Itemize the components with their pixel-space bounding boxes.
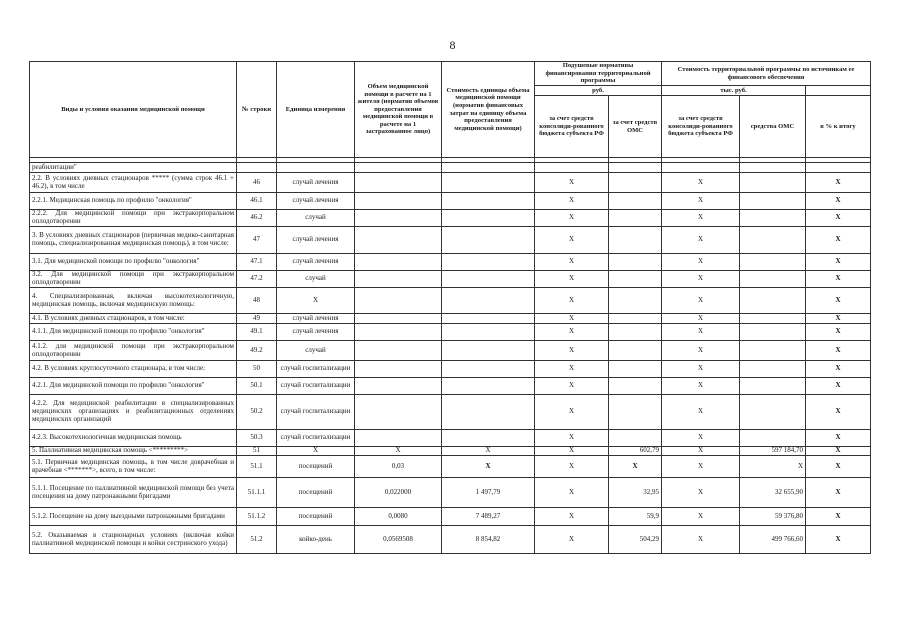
row-norm-budget: X	[535, 526, 609, 554]
row-unit: случай госпитализации	[277, 430, 355, 447]
row-cost-budget: X	[662, 456, 740, 478]
row-norm-oms: 32,95	[609, 478, 662, 508]
row-percent: X	[806, 227, 871, 254]
row-name: 4.2.2. Для медицинской реабилитации в специализированных медицинских организациях и реабилитационных отделениях медицинских организаций	[30, 395, 237, 430]
row-unit: посещений	[277, 508, 355, 526]
row-cost-budget: X	[662, 478, 740, 508]
row-percent: X	[806, 361, 871, 378]
row-line-number: 47	[237, 227, 277, 254]
row-volume	[355, 341, 442, 361]
row-line-number: 46.1	[237, 193, 277, 210]
row-cost-oms: 597 184,70	[740, 447, 806, 456]
row-norm-budget: X	[535, 271, 609, 288]
row-unit-cost	[442, 430, 535, 447]
row-norm-oms	[609, 361, 662, 378]
row-cost-oms	[740, 227, 806, 254]
row-unit: случай	[277, 341, 355, 361]
table-row	[30, 526, 871, 554]
row-volume	[355, 210, 442, 227]
row-cost-oms	[740, 271, 806, 288]
table-row	[30, 210, 871, 227]
row-unit-cost	[442, 395, 535, 430]
header-cost: Стоимость единицы объема медицинской помощи (норматив финансовых затрат на единицу объема предоставления медицинской помощи)	[442, 62, 535, 158]
row-unit-cost	[442, 210, 535, 227]
row-norm-oms	[609, 378, 662, 395]
row-norm-oms: X	[609, 456, 662, 478]
row-norm-oms: 602,79	[609, 447, 662, 456]
table-row	[30, 456, 871, 478]
row-cost-budget: X	[662, 378, 740, 395]
row-percent: X	[806, 173, 871, 193]
row-cost-budget: X	[662, 193, 740, 210]
header-kind: Виды и условия оказания медицинской помощи	[30, 62, 237, 158]
row-cost-oms	[740, 163, 806, 173]
row-norm-budget: X	[535, 314, 609, 324]
row-percent: X	[806, 526, 871, 554]
row-name: 4.2.1. Для медицинской помощи по профилю "онкология"	[30, 378, 237, 395]
row-cost-oms: 499 766,60	[740, 526, 806, 554]
row-norm-oms	[609, 314, 662, 324]
row-cost-budget: X	[662, 288, 740, 314]
row-norm-budget: X	[535, 288, 609, 314]
table-row	[30, 288, 871, 314]
row-cost-oms	[740, 210, 806, 227]
row-line-number: 46	[237, 173, 277, 193]
row-unit: случай лечения	[277, 173, 355, 193]
table-row	[30, 314, 871, 324]
row-line-number: 50.3	[237, 430, 277, 447]
row-unit: койко-день	[277, 526, 355, 554]
header-norm-group: Подушевые нормативы финансирования территориальной программы	[535, 62, 662, 86]
row-norm-budget: X	[535, 478, 609, 508]
row-norm-budget: X	[535, 341, 609, 361]
row-line-number	[237, 163, 277, 173]
table-row	[30, 227, 871, 254]
row-norm-budget	[535, 163, 609, 173]
row-name: 2.2.2. Для медицинской помощи при экстракорпоральном оплодотворении	[30, 210, 237, 227]
row-unit-cost	[442, 324, 535, 341]
row-cost-budget: X	[662, 430, 740, 447]
row-norm-budget: X	[535, 210, 609, 227]
header-unit-thousand-rub: тыс. руб.	[662, 86, 806, 96]
row-unit-cost	[442, 271, 535, 288]
row-norm-budget: X	[535, 430, 609, 447]
table-row	[30, 163, 871, 173]
row-cost-budget: X	[662, 210, 740, 227]
row-norm-oms	[609, 341, 662, 361]
row-volume	[355, 173, 442, 193]
row-unit: случай госпитализации	[277, 395, 355, 430]
header-line: № строки	[237, 62, 277, 158]
row-norm-oms	[609, 210, 662, 227]
row-line-number: 51.1.1	[237, 478, 277, 508]
row-cost-budget: X	[662, 324, 740, 341]
row-name: 4.1. В условиях дневных стационаров, в том числе:	[30, 314, 237, 324]
row-percent: X	[806, 254, 871, 271]
row-cost-budget	[662, 163, 740, 173]
row-unit-cost: 7 489,27	[442, 508, 535, 526]
row-cost-oms	[740, 193, 806, 210]
row-unit-cost	[442, 378, 535, 395]
row-line-number: 51.2	[237, 526, 277, 554]
row-line-number: 49.1	[237, 324, 277, 341]
row-norm-oms	[609, 430, 662, 447]
row-percent: X	[806, 210, 871, 227]
row-unit: X	[277, 288, 355, 314]
row-unit-cost	[442, 227, 535, 254]
row-norm-budget: X	[535, 254, 609, 271]
row-unit: случай лечения	[277, 193, 355, 210]
table-row	[30, 173, 871, 193]
row-norm-oms	[609, 324, 662, 341]
row-percent: X	[806, 193, 871, 210]
row-norm-budget: X	[535, 508, 609, 526]
row-norm-budget: X	[535, 324, 609, 341]
row-cost-oms	[740, 254, 806, 271]
row-percent: X	[806, 341, 871, 361]
row-norm-budget: X	[535, 227, 609, 254]
header-cost-oms: средства ОМС	[740, 96, 806, 158]
row-cost-budget: X	[662, 526, 740, 554]
row-volume	[355, 227, 442, 254]
row-norm-oms	[609, 288, 662, 314]
row-unit-cost	[442, 361, 535, 378]
header-unit-rub: руб.	[535, 86, 662, 96]
row-name: 4.1.1. Для медицинской помощи по профилю "онкология"	[30, 324, 237, 341]
row-unit: случай лечения	[277, 254, 355, 271]
row-norm-oms	[609, 193, 662, 210]
header-volume: Объем медицинской помощи в расчете на 1 жителя (норматив объемов предоставления медицинской помощи в расчете на 1 застрахованное лицо)	[355, 62, 442, 158]
row-line-number: 50.2	[237, 395, 277, 430]
table-row	[30, 254, 871, 271]
row-line-number: 46.2	[237, 210, 277, 227]
row-volume	[355, 430, 442, 447]
row-percent: X	[806, 478, 871, 508]
row-line-number: 47.2	[237, 271, 277, 288]
row-unit: случай лечения	[277, 324, 355, 341]
row-name: реабилитации"	[30, 163, 237, 173]
table-row	[30, 341, 871, 361]
row-line-number: 50	[237, 361, 277, 378]
header-unit: Единица измерения	[277, 62, 355, 158]
row-volume	[355, 314, 442, 324]
row-norm-oms	[609, 271, 662, 288]
row-cost-oms	[740, 314, 806, 324]
row-cost-budget: X	[662, 173, 740, 193]
table-row	[30, 430, 871, 447]
row-unit-cost: X	[442, 447, 535, 456]
row-norm-oms: 504,29	[609, 526, 662, 554]
row-cost-oms	[740, 395, 806, 430]
row-name: 4. Специализированная, включая высокотехнологичную, медицинская помощь, включая медицинскую помощь:	[30, 288, 237, 314]
row-name: 2.2. В условиях дневных стационаров ***** (сумма строк 46.1 + 46.2), в том числе	[30, 173, 237, 193]
row-line-number: 50.1	[237, 378, 277, 395]
row-line-number: 48	[237, 288, 277, 314]
row-name: 2.2.1. Медицинская помощь по профилю "онкология"	[30, 193, 237, 210]
row-volume: 0,0569508	[355, 526, 442, 554]
row-volume	[355, 193, 442, 210]
row-unit-cost: 1 497,79	[442, 478, 535, 508]
row-percent: X	[806, 271, 871, 288]
row-percent	[806, 163, 871, 173]
row-name: 5.2. Оказываемая в стационарных условиях (включая койки паллиативной медицинской помощи и койки сестринского ухода)	[30, 526, 237, 554]
table-row	[30, 193, 871, 210]
row-norm-oms: 59,9	[609, 508, 662, 526]
row-unit-cost	[442, 341, 535, 361]
row-norm-oms	[609, 173, 662, 193]
row-volume	[355, 163, 442, 173]
row-volume: X	[355, 447, 442, 456]
row-percent: X	[806, 456, 871, 478]
row-unit-cost	[442, 254, 535, 271]
row-unit: случай лечения	[277, 227, 355, 254]
row-norm-oms	[609, 227, 662, 254]
row-norm-budget: X	[535, 456, 609, 478]
header-norm-budget: за счет средств консолиди-рованного бюджета субъекта РФ	[535, 96, 609, 158]
row-name: 3. В условиях дневных стационаров (первичная медико-санитарная помощь, специализированная медицинская помощь), в том числе:	[30, 227, 237, 254]
row-percent: X	[806, 430, 871, 447]
row-unit: случай	[277, 210, 355, 227]
row-norm-oms	[609, 254, 662, 271]
row-norm-budget: X	[535, 193, 609, 210]
row-percent: X	[806, 324, 871, 341]
row-line-number: 51.1	[237, 456, 277, 478]
table-row	[30, 378, 871, 395]
row-norm-budget: X	[535, 361, 609, 378]
row-unit-cost: X	[442, 456, 535, 478]
row-name: 4.1.2. для медицинской помощи при экстракорпоральном оплодотворении	[30, 341, 237, 361]
row-percent: X	[806, 314, 871, 324]
row-cost-oms	[740, 288, 806, 314]
table-row	[30, 447, 871, 456]
row-cost-oms	[740, 361, 806, 378]
row-unit: посещений	[277, 478, 355, 508]
row-percent: X	[806, 447, 871, 456]
table-row	[30, 271, 871, 288]
row-cost-oms: X	[740, 456, 806, 478]
row-cost-oms	[740, 378, 806, 395]
row-percent: X	[806, 395, 871, 430]
row-unit: случай	[277, 271, 355, 288]
row-unit-cost	[442, 173, 535, 193]
table-row	[30, 478, 871, 508]
row-name: 3.1. Для медицинской помощи по профилю "онкология"	[30, 254, 237, 271]
row-unit: X	[277, 447, 355, 456]
row-volume: 0,022000	[355, 478, 442, 508]
row-cost-budget: X	[662, 395, 740, 430]
row-percent: X	[806, 288, 871, 314]
row-cost-budget: X	[662, 271, 740, 288]
row-norm-budget: X	[535, 447, 609, 456]
row-cost-budget: X	[662, 254, 740, 271]
row-norm-budget: X	[535, 173, 609, 193]
row-volume	[355, 271, 442, 288]
header-percent-blank	[806, 86, 871, 96]
page-number: 8	[449, 38, 456, 52]
row-norm-budget: X	[535, 395, 609, 430]
row-cost-budget: X	[662, 227, 740, 254]
row-percent: X	[806, 508, 871, 526]
row-cost-budget: X	[662, 341, 740, 361]
row-cost-oms	[740, 173, 806, 193]
row-name: 5.1.1. Посещение по паллиативной медицинской помощи без учета посещения на дому патронажными бригадами	[30, 478, 237, 508]
row-unit-cost: 8 854,82	[442, 526, 535, 554]
row-name: 5.1. Первичная медицинская помощь, в том числе доврачебная и врачебная <*******>, всего, в том числе:	[30, 456, 237, 478]
row-unit: случай лечения	[277, 314, 355, 324]
table-row	[30, 508, 871, 526]
row-line-number: 47.1	[237, 254, 277, 271]
row-cost-oms: 32 655,90	[740, 478, 806, 508]
row-unit-cost	[442, 314, 535, 324]
row-cost-oms	[740, 324, 806, 341]
row-name: 3.2. Для медицинской помощи при экстракорпоральном оплодотворении	[30, 271, 237, 288]
row-volume: 0,0080	[355, 508, 442, 526]
row-line-number: 51	[237, 447, 277, 456]
row-cost-budget: X	[662, 447, 740, 456]
row-percent: X	[806, 378, 871, 395]
row-norm-oms	[609, 395, 662, 430]
row-cost-oms	[740, 341, 806, 361]
table-row	[30, 395, 871, 430]
row-line-number: 49.2	[237, 341, 277, 361]
row-volume: 0,03	[355, 456, 442, 478]
row-line-number: 49	[237, 314, 277, 324]
row-volume	[355, 288, 442, 314]
row-unit: случай госпитализации	[277, 361, 355, 378]
row-unit	[277, 163, 355, 173]
row-cost-oms	[740, 430, 806, 447]
row-volume	[355, 361, 442, 378]
table-row	[30, 324, 871, 341]
row-name: 4.2. В условиях круглосуточного стационара, в том числе:	[30, 361, 237, 378]
row-name: 4.2.3. Высокотехнологичная медицинская помощь	[30, 430, 237, 447]
row-unit-cost	[442, 288, 535, 314]
row-unit-cost	[442, 163, 535, 173]
row-line-number: 51.1.2	[237, 508, 277, 526]
row-volume	[355, 254, 442, 271]
row-volume	[355, 395, 442, 430]
row-norm-budget: X	[535, 378, 609, 395]
row-cost-budget: X	[662, 508, 740, 526]
table-row	[30, 361, 871, 378]
row-volume	[355, 378, 442, 395]
row-unit: случай госпитализации	[277, 378, 355, 395]
header-cost-budget: за счет средств консолиди-рованного бюджета субъекта РФ	[662, 96, 740, 158]
row-unit: посещений	[277, 456, 355, 478]
row-volume	[355, 324, 442, 341]
row-norm-oms	[609, 163, 662, 173]
header-percent: в % к итогу	[806, 96, 871, 158]
row-cost-oms: 59 376,80	[740, 508, 806, 526]
row-unit-cost	[442, 193, 535, 210]
row-name: 5.1.2. Посещение на дому выездными патронажными бригадами	[30, 508, 237, 526]
row-cost-budget: X	[662, 361, 740, 378]
header-norm-oms: за счет средств ОМС	[609, 96, 662, 158]
financing-table	[29, 61, 871, 554]
row-cost-budget: X	[662, 314, 740, 324]
header-cost-group: Стоимость территориальной программы по источникам ее финансового обеспечения	[662, 62, 871, 86]
row-name: 5. Паллиативная медицинская помощь <*********>	[30, 447, 237, 456]
